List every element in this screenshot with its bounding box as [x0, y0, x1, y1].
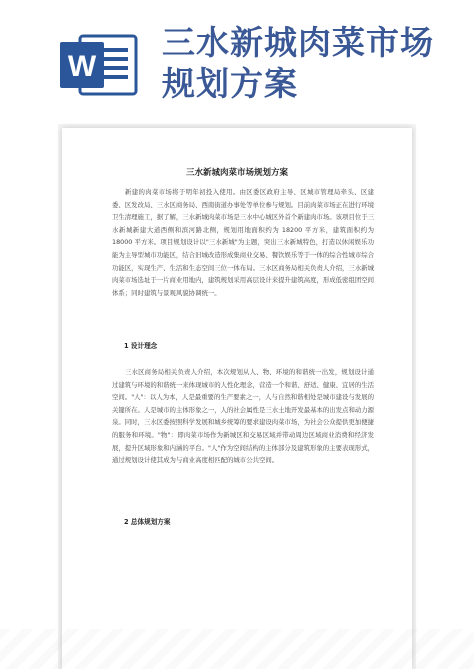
banner-title-line2: 规划方案	[162, 64, 298, 103]
document-page	[62, 128, 412, 669]
section-heading-overall-plan: 2 总体规划方案	[124, 518, 171, 526]
word-document-icon	[58, 32, 140, 98]
banner-title-line1: 三水新城肉菜市场	[162, 23, 434, 62]
banner-title	[162, 22, 462, 104]
design-concept-paragraph: 三水区商务局相关负责人介绍，本次规划从人、物、环境的和谐统一出发，规划设计通过建筑与环境的和谐统一来体现城市的人性化理念，营造一个和谐、舒适、健康、宜居的生活空间。"人"：以人为本，人是最重要的生产要素之一，人与自然和谐相处是城市建设与发展的关键所在。人是城市的主体形象之一，人的社会属性是三水土地开发最基本的出发点和动力源泉。同时，三水区委按照科学发展和城乡统筹的要求建设肉菜市场，为社会公众提供更加便捷的服务和环境。"物"：即肉菜市场作为新城区和交易区域并带动周边区域商业消费和经济发展，提升区域形象和内涵的平台。"人"作为空间结构的主体部分及建筑形象的主要表现形式，通过规划设计使其成为与商业高度相匹配的城市公共空间。	[112, 368, 375, 465]
watermark-strip	[0, 629, 474, 669]
word-icon-letter: W	[67, 50, 97, 83]
intro-paragraph: 新建的肉菜市场将于明年初投入使用。由区委区政府主导、区城市管理局牵头、区建委、区发改局、三水区商务局、西南街道办事处等单位参与规划。目前肉菜市场正在进行环境卫生清理施工，据了解，三水新城肉菜市场是三水中心城区外首个新建肉市场。该项目位于三水新城新建大道西侧和滨河路北侧，规划用地面积约为 18200 平方米，建筑面积约为 18000 平方米。项目规划设计以"三水新城"为主题，突出三水新城特色，打造以休闲娱乐功能为主导型城市功能区，结合旧城改造形成集商业交易、餐饮娱乐等于一体的综合性城市综合功能区，实现生产、生活和生态空间三位一体布局。三水区商务局相关负责人介绍，三水新城肉菜市场选址于一片商业用地内，建筑规划采用高层设计来提升建筑高度，形成低密组团空间体系；同时建筑与景观风貌协调统一。	[112, 188, 375, 297]
section-heading-design-concept: 1 设计理念	[124, 342, 158, 350]
header-banner	[0, 0, 474, 118]
document-title: 三水新城肉菜市场规划方案	[185, 168, 288, 178]
